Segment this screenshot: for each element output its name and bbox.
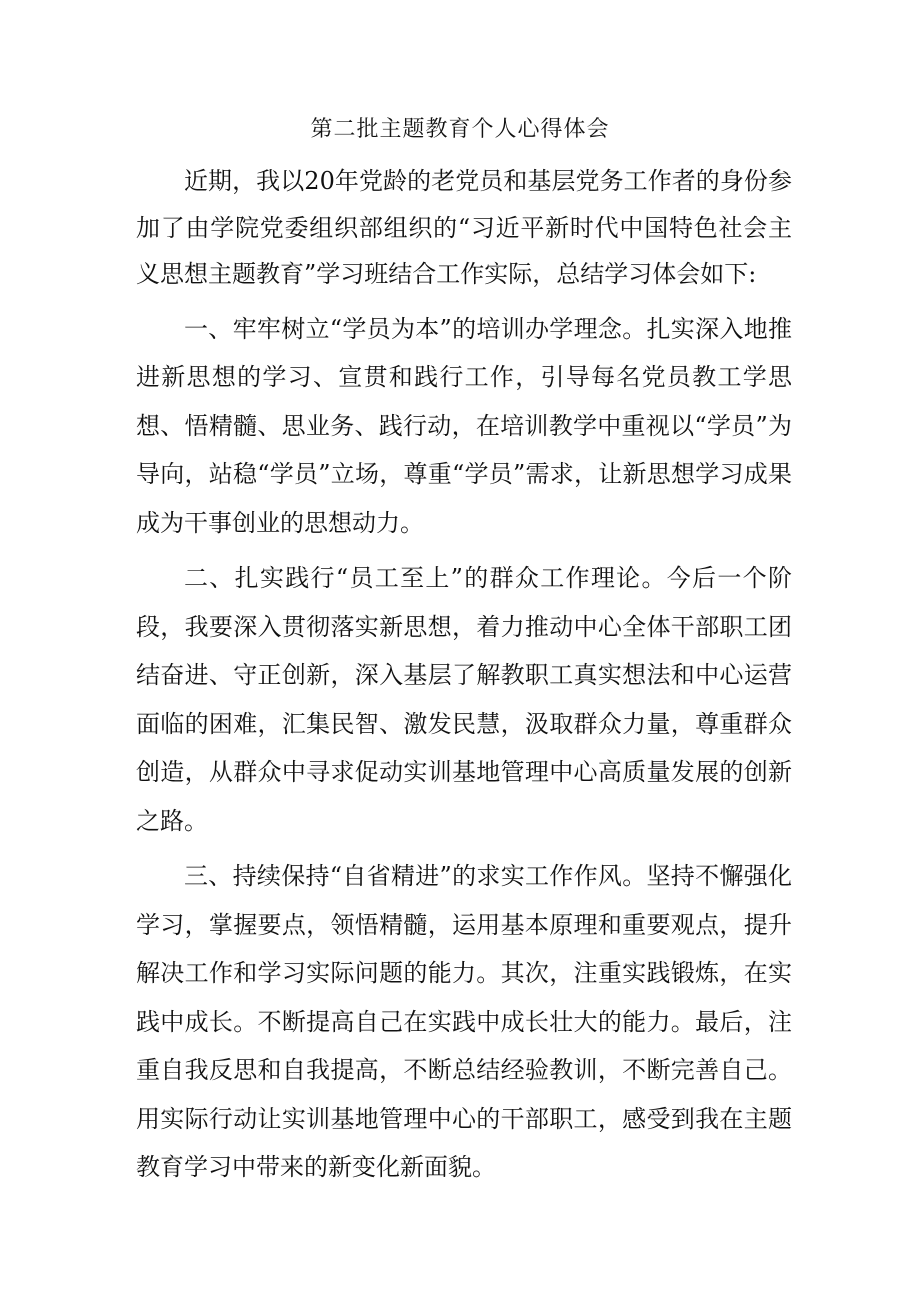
document-title: 第二批主题教育个人心得体会 (310, 117, 610, 142)
section-three-paragraph: 三、持续保持“自省精进”的求实工作作风。坚持不懈强化学习，掌握要点，领悟精髓，运用基本原理和重要观点，提升解决工作和学习实际问题的能力。其次，注重实践锻炼，在实践中成长。不断提高自己在实践中成长壮大的能力。最后，注重自我反思和自我提高，不断总结经验教训，不断完善自己。用实际行动让实训基地管理中心的干部职工，感受到我在主题教育学习中带来的新变化新面貌。 (136, 862, 792, 1181)
intro-paragraph: 近期，我以20年党龄的老党员和基层党务工作者的身份参加了由学院党委组织部组织的“习近平新时代中国特色社会主义思想主题教育”学习班结合工作实际，总结学习体会如下: (136, 167, 792, 288)
section-two-paragraph: 二、扎实践行“员工至上”的群众工作理论。今后一个阶段，我要深入贯彻落实新思想，着力推动中心全体干部职工团结奋进、守正创新，深入基层了解教职工真实想法和中心运营面临的困难，汇集民智、激发民慧，汲取群众力量，尊重群众创造，从群众中寻求促动实训基地管理中心高质量发展的创新之路。 (136, 564, 792, 835)
section-one-paragraph: 一、牢牢树立“学员为本”的培训办学理念。扎实深入地推进新思想的学习、宣贯和践行工作，引导每名党员教工学思想、悟精髓、思业务、践行动，在培训教学中重视以“学员”为导向，站稳“学员”立场，尊重“学员”需求，让新思想学习成果成为干事创业的思想动力。 (136, 314, 792, 537)
document-body (136, 158, 792, 1192)
